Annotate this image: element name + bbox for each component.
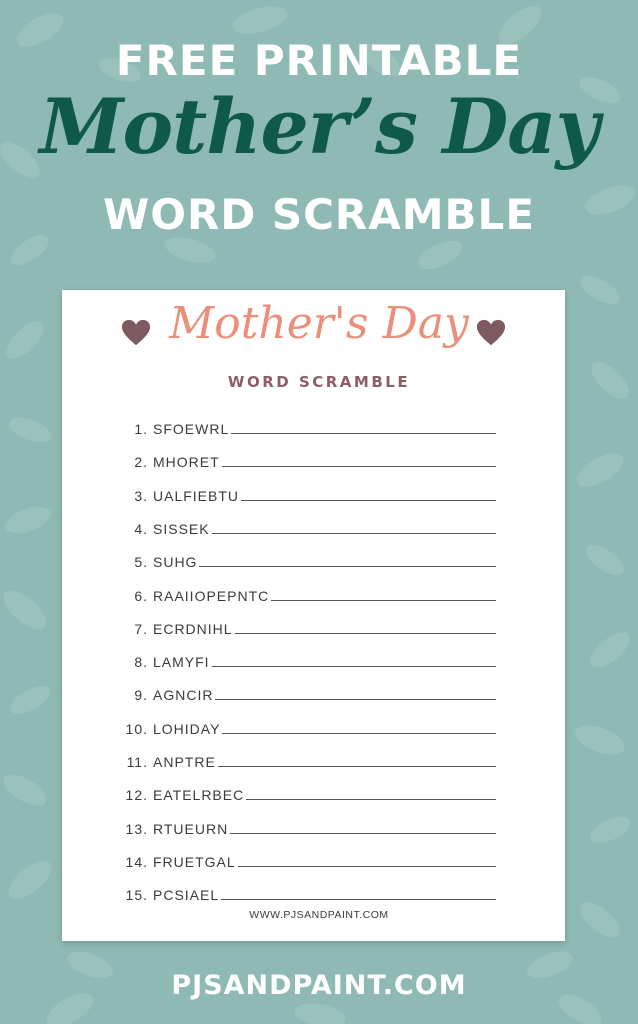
scrambled-word: RTUEURN <box>153 820 229 837</box>
item-number: 5. <box>134 554 148 571</box>
scrambled-word: RAAIIOPEPNTC <box>153 587 270 604</box>
list-item <box>100 476 496 504</box>
list-item <box>100 442 496 470</box>
list-item <box>100 576 496 604</box>
answer-line <box>246 799 496 800</box>
answer-line <box>241 500 496 501</box>
scrambled-word: ANPTRE <box>153 754 216 770</box>
answer-line <box>212 666 496 667</box>
answer-line <box>215 699 496 700</box>
scrambled-word: LAMYFI <box>153 654 210 671</box>
answer-line <box>222 466 496 467</box>
item-number: 14. <box>125 853 148 870</box>
footer-website: PJSANDPAINT.COM <box>171 970 467 1001</box>
item-number: 4. <box>134 520 148 537</box>
answer-line <box>271 600 496 601</box>
scrambled-word: FRUETGAL <box>153 853 236 870</box>
answer-line <box>230 833 496 834</box>
card-website: WWW.PJSANDPAINT.COM <box>249 909 389 921</box>
card-title: Mother's Day <box>169 298 469 349</box>
item-number: 10. <box>125 720 148 737</box>
item-number: 12. <box>125 787 148 804</box>
answer-line <box>222 733 496 734</box>
scrambled-word: MHORET <box>153 454 220 471</box>
list-item <box>100 609 496 637</box>
list-item <box>100 675 496 703</box>
list-item <box>100 509 496 537</box>
list-item <box>100 542 496 570</box>
scrambled-word: ECRDNIHL <box>153 620 233 637</box>
list-item <box>100 709 496 737</box>
answer-line <box>212 533 496 534</box>
header-mothers-day: Mother’s Day <box>39 82 599 171</box>
scrambled-word: UALFIEBTU <box>153 487 240 504</box>
scrambled-word: PCSIAEL <box>153 887 220 904</box>
item-number: 3. <box>134 487 148 504</box>
list-item <box>100 775 496 803</box>
card-subtitle: WORD SCRAMBLE <box>227 373 411 391</box>
scrambled-word: SISSEK <box>153 520 210 537</box>
answer-line <box>199 566 496 567</box>
answer-line <box>218 766 496 767</box>
scrambled-word: AGNCIR <box>153 687 214 704</box>
scrambled-word: SUHG <box>153 554 198 571</box>
list-item <box>100 642 496 670</box>
item-number: 13. <box>125 820 148 837</box>
answer-line <box>235 633 496 634</box>
item-number: 9. <box>134 687 148 704</box>
answer-line <box>238 866 496 867</box>
item-number: 15. <box>125 887 148 904</box>
scrambled-word: EATELRBEC <box>153 787 245 804</box>
list-item <box>100 409 496 437</box>
list-item <box>100 842 496 870</box>
scrambled-word: SFOEWRL <box>153 421 230 437</box>
item-number: 6. <box>134 587 148 604</box>
list-item <box>100 742 496 770</box>
item-number: 11. <box>126 754 148 770</box>
list-item <box>100 809 496 837</box>
item-number: 1. <box>134 421 148 437</box>
scrambled-word: LOHIDAY <box>153 720 221 737</box>
item-number: 2. <box>134 454 148 471</box>
list-item <box>100 875 496 903</box>
answer-line <box>231 433 496 434</box>
item-number: 8. <box>134 654 148 671</box>
header-free-printable: FREE PRINTABLE <box>115 36 523 85</box>
header-word-scramble: WORD SCRAMBLE <box>102 190 536 239</box>
item-number: 7. <box>134 620 148 637</box>
answer-line <box>221 899 496 900</box>
